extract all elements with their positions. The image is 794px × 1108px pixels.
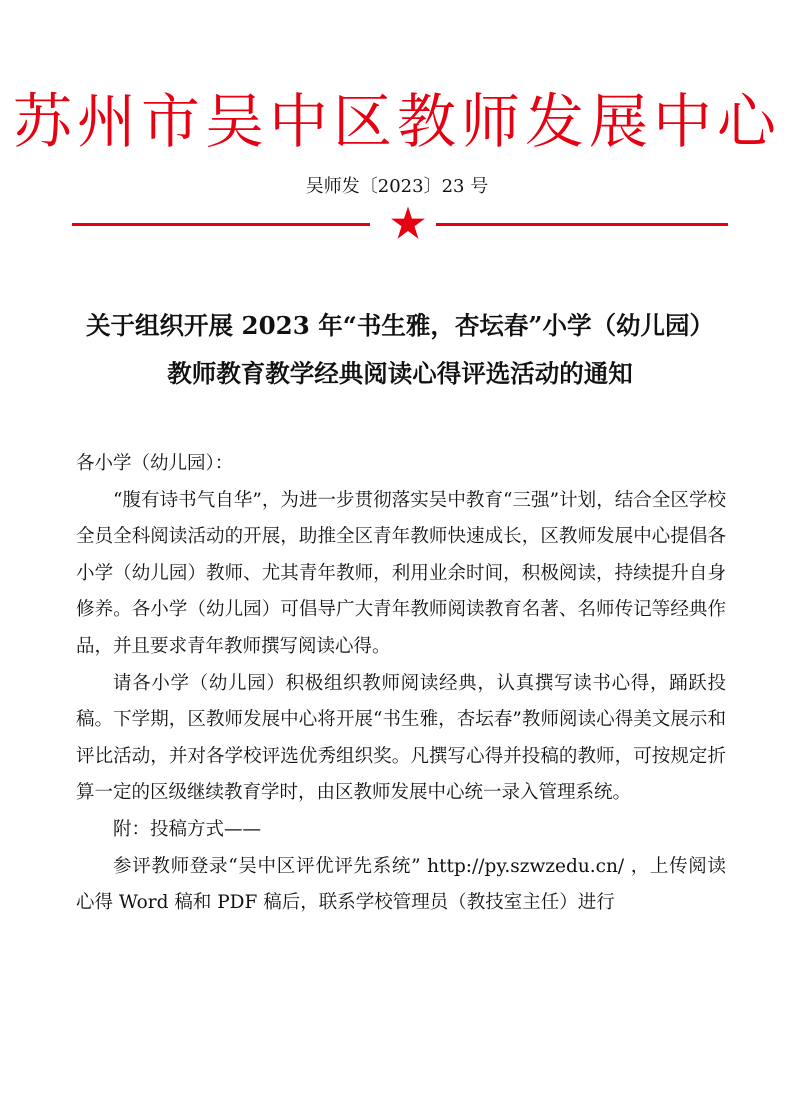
title-line-2: 教师教育教学经典阅读心得评选活动的通知 — [167, 359, 633, 388]
submission-instructions: 参评教师登录“吴中区评优评先系统” http://py.szwzedu.cn/ ，上传阅读心得 Word 稿和 PDF 稿后，联系学校管理员（教技室主任）进行 — [76, 855, 726, 914]
notice-body — [76, 446, 726, 922]
document-number: 吴师发〔2023〕23 号 — [305, 176, 489, 197]
issuer-masthead: 苏州市吴中区教师发展中心 — [12, 87, 781, 156]
red-star-shape — [391, 206, 425, 238]
red-star-icon — [390, 205, 426, 241]
red-divider-left — [72, 223, 370, 226]
attachment-heading: 附：投稿方式—— — [113, 818, 262, 840]
title-line-1: 关于组织开展 2023 年“书生雅，杏坛春”小学（幼儿园） — [86, 311, 714, 340]
red-divider-right — [436, 223, 728, 226]
salutation: 各小学（幼儿园）： — [76, 453, 234, 474]
notice-title — [60, 302, 740, 398]
body-paragraph-1: “腹有诗书气自华”，为进一步贯彻落实吴中教育“三强”计划，结合全区学校全员全科阅读活动的开展，助推全区青年教师快速成长，区教师发展中心提倡各小学（幼儿园）教师、尤其青年教师，利用业余时间，积极阅读，持续提升自身修养。各小学（幼儿园）可倡导广大青年教师阅读教育名著、名师传记等经典作品，并且要求青年教师撰写阅读心得。 — [76, 489, 726, 657]
body-paragraph-2: 请各小学（幼儿园）积极组织教师阅读经典，认真撰写读书心得，踊跃投稿。下学期，区教师发展中心将开展“书生雅，杏坛春”教师阅读心得美文展示和评比活动，并对各学校评选优秀组织奖。凡撰写心得并投稿的教师，可按规定折算一定的区级继续教育学时，由区教师发展中心统一录入管理系统。 — [76, 672, 726, 804]
